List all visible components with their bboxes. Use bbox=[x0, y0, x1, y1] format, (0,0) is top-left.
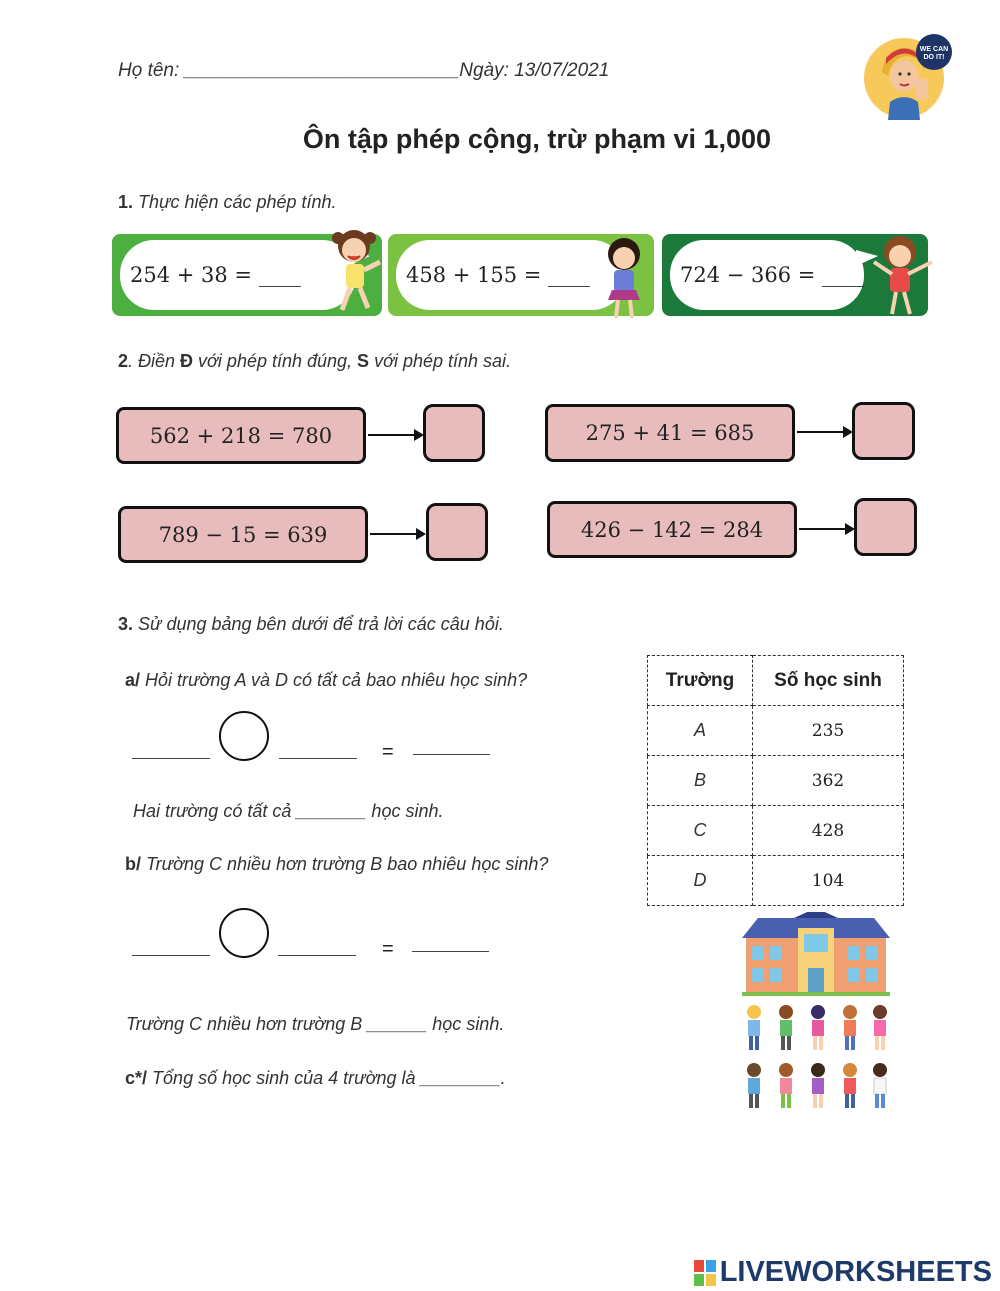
girl-illustration-icon bbox=[862, 232, 942, 320]
brand-text: LIVEWORKSHEETS bbox=[719, 1256, 992, 1288]
q2-equation-2 bbox=[545, 404, 795, 462]
q3-number: 3. bbox=[118, 614, 134, 634]
q3a-equals-sign: = bbox=[382, 741, 394, 763]
table-cell-school: A bbox=[648, 706, 753, 756]
we-can-do-it-logo bbox=[864, 32, 952, 120]
table-cell-count: 362 bbox=[753, 756, 904, 806]
q3b-operator-circle[interactable] bbox=[219, 908, 269, 958]
arrow-right-icon bbox=[370, 533, 424, 535]
q2-answer-box-4[interactable] bbox=[854, 498, 917, 556]
q2-equation-2-text: 275 + 41 = 685 bbox=[585, 421, 755, 445]
q3-heading bbox=[118, 614, 504, 635]
table-header-count: Số học sinh bbox=[753, 656, 904, 706]
liveworksheets-logo-icon bbox=[694, 1260, 716, 1286]
table-row bbox=[648, 856, 904, 906]
q3b-label: b/ bbox=[125, 854, 141, 874]
table-header-school: Trường bbox=[648, 656, 753, 706]
q2-equation-3 bbox=[118, 506, 368, 563]
svg-text:WE CAN: WE CAN bbox=[919, 46, 949, 53]
q1-problem-1-text: 254 + 38 = ____ bbox=[130, 263, 301, 287]
q3b-question bbox=[125, 854, 548, 875]
table-cell-count: 428 bbox=[753, 806, 904, 856]
date-label: Ngày: 13/07/2021 bbox=[459, 60, 610, 81]
student-info-line bbox=[118, 60, 609, 82]
q2-equation-1-text: 562 + 218 = 780 bbox=[149, 423, 333, 448]
name-label: Họ tên: bbox=[118, 60, 185, 81]
q2-s-letter: S bbox=[357, 351, 370, 371]
girl-illustration-icon bbox=[324, 222, 388, 318]
q2-answer-box-2[interactable] bbox=[852, 402, 915, 460]
q2-instruction-suffix: với phép tính sai. bbox=[369, 351, 512, 371]
arrow-right-icon bbox=[368, 434, 422, 436]
q3c-label: c*/ bbox=[125, 1068, 148, 1088]
q1-banner-3 bbox=[662, 234, 928, 316]
q1-number: 1. bbox=[118, 192, 134, 212]
q1-problem-3[interactable] bbox=[670, 240, 864, 310]
q3b-answer-sentence[interactable]: Trường C nhiều hơn trường B ______ học sinh. bbox=[126, 1014, 505, 1034]
table-row bbox=[648, 706, 904, 756]
q2-instruction-mid: với phép tính đúng, bbox=[193, 351, 358, 371]
q3a-label: a/ bbox=[125, 670, 141, 690]
q2-instruction-prefix: . Điền bbox=[128, 351, 181, 371]
table-cell-school: C bbox=[648, 806, 753, 856]
q2-answer-box-1[interactable] bbox=[423, 404, 485, 462]
q1-heading bbox=[118, 192, 337, 213]
q3a-operand-2-blank[interactable] bbox=[279, 758, 357, 759]
q3a-question bbox=[125, 670, 527, 691]
q3b-result-blank[interactable] bbox=[412, 951, 489, 952]
q1-problem-3-text: 724 − 366 = ____ bbox=[680, 263, 865, 287]
liveworksheets-brand bbox=[694, 1256, 992, 1289]
q2-heading bbox=[118, 351, 511, 372]
q1-problem-2-text: 458 + 155 = ____ bbox=[406, 263, 591, 287]
q1-banner-1 bbox=[112, 234, 382, 316]
q3b-question-text: Trường C nhiều hơn trường B bao nhiêu học sinh? bbox=[146, 854, 549, 874]
q3a-operand-1-blank[interactable] bbox=[132, 758, 210, 759]
girl-illustration-icon bbox=[596, 234, 652, 322]
q2-equation-4 bbox=[547, 501, 797, 558]
q2-d-letter: Đ bbox=[180, 351, 194, 371]
svg-text:DO IT!: DO IT! bbox=[923, 54, 945, 61]
q1-problem-1[interactable] bbox=[120, 240, 356, 310]
q1-instruction: Thực hiện các phép tính. bbox=[138, 192, 337, 212]
q3a-operator-circle[interactable] bbox=[219, 711, 269, 761]
table-row bbox=[648, 756, 904, 806]
table-cell-count: 235 bbox=[753, 706, 904, 756]
q3a-result-blank[interactable] bbox=[413, 754, 490, 755]
table-cell-school: B bbox=[648, 756, 753, 806]
school-student-table bbox=[647, 655, 904, 906]
table-row bbox=[648, 806, 904, 856]
q2-answer-box-3[interactable] bbox=[426, 503, 488, 561]
q3c-question-text: Tổng số học sinh của 4 trường là ________. bbox=[152, 1068, 506, 1088]
page-title: Ôn tập phép cộng, trừ phạm vi 1,000 bbox=[302, 124, 772, 154]
arrow-right-icon bbox=[797, 431, 851, 433]
q3b-equals-sign: = bbox=[382, 938, 394, 960]
q3b-operand-1-blank[interactable] bbox=[132, 955, 210, 956]
q3a-answer-sentence[interactable]: Hai trường có tất cả _______ học sinh. bbox=[133, 801, 444, 821]
school-children-illustration-icon bbox=[738, 912, 894, 1112]
q1-banner-2 bbox=[388, 234, 654, 316]
q3c-question[interactable] bbox=[125, 1068, 506, 1089]
q3a-question-text: Hỏi trường A và D có tất cả bao nhiêu học sinh? bbox=[145, 670, 528, 690]
table-header-row bbox=[648, 656, 904, 706]
q1-problem-2[interactable] bbox=[396, 240, 626, 310]
arrow-right-icon bbox=[799, 528, 853, 530]
q2-equation-3-text: 789 − 15 = 639 bbox=[158, 522, 328, 547]
q2-equation-4-text: 426 − 142 = 284 bbox=[580, 517, 764, 542]
q3-instruction: Sử dụng bảng bên dưới để trả lời các câu hỏi. bbox=[138, 614, 504, 634]
q2-number: 2 bbox=[118, 351, 129, 371]
name-blank[interactable]: __________________________ bbox=[184, 60, 460, 81]
q2-equation-1 bbox=[116, 407, 366, 464]
table-cell-school: D bbox=[648, 856, 753, 906]
q3b-operand-2-blank[interactable] bbox=[278, 955, 356, 956]
table-cell-count: 104 bbox=[753, 856, 904, 906]
